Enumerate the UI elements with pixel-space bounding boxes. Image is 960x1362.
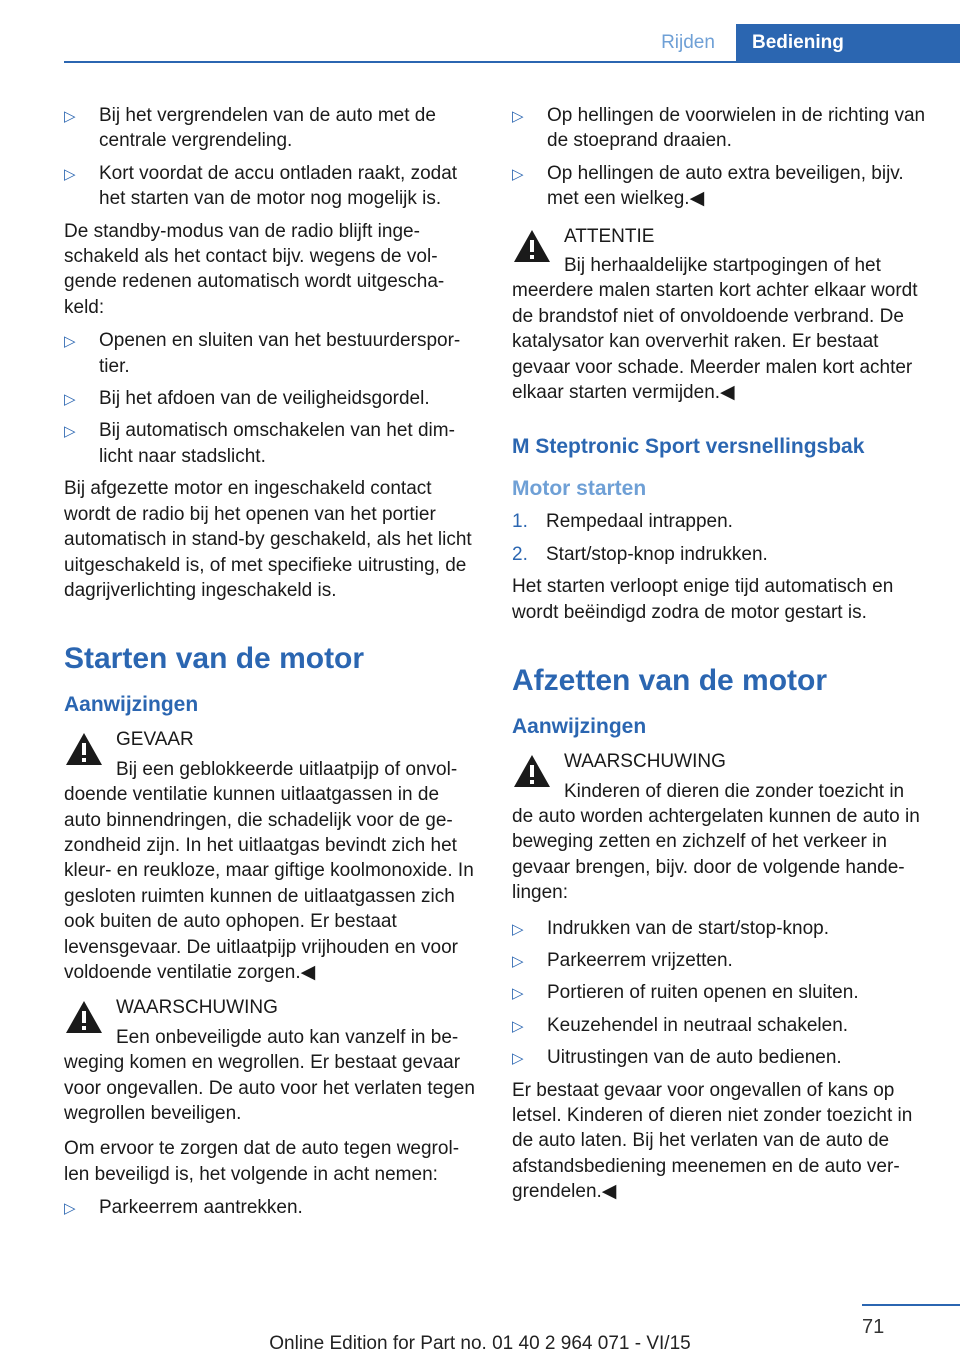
header-tab-rijden[interactable]: Rijden	[661, 31, 715, 53]
warning-text: Een onbeveiligde auto kan vanzelf in beweging komen en wegrollen. Er bestaat gevaar voor ongevallen. De auto voor het verlaten tegen wegrollen beveiligen.	[64, 1026, 475, 1124]
warning-icon	[512, 228, 552, 264]
page-number: 71	[862, 1316, 885, 1338]
section-title: Afzetten van de motor	[512, 664, 828, 698]
list-item: ▷ Kort voordat de accu ontladen raakt, zodat het starten van de motor nog mogelijk is.	[64, 162, 458, 210]
warning-text: Bij herhaaldelijke startpogingen of het meerdere malen starten kort achter elkaar wordt de brandstof niet of onvoldoende verbrand. De katalysator kan oververhit raken. Er bestaat gevaar voor schade. Meerder malen kort achter elkaar starten vermijden.◀	[512, 255, 918, 404]
list-item: 1. Rempedaal intrappen.	[512, 511, 733, 533]
warning-block	[512, 749, 926, 905]
paragraph: Bij afgezette motor en ingeschakeld contact wordt de radio bij het openen van het portier automatisch in stand-by geschakeld, als het licht uitgeschakeld is, of met specifieke uitrusting, de dagrijverlichting ingeschakeld is.	[64, 478, 472, 601]
header-tab-bediening[interactable]: Bediening	[736, 24, 960, 61]
list-item: ▷ Uitrustingen van de auto bedienen.	[512, 1045, 926, 1070]
warning-icon	[512, 753, 552, 789]
list-item: ▷ Op hellingen de auto extra beveiligen, bijv. met een wielkeg.◀	[512, 162, 904, 210]
paragraph: Er bestaat gevaar voor ongevallen of kans op letsel. Kinderen of dieren niet zonder toezicht in de auto laten. Bij het verlaten van de auto de afstandsbediening meenemen en de auto vergrendelen.◀	[512, 1079, 913, 1203]
warning-heading: ATTENTIE	[564, 225, 655, 247]
bullet-triangle-icon: ▷	[64, 333, 76, 351]
list-item: ▷ Bij het afdoen van de veiligheidsgordel.	[64, 386, 478, 411]
page-header	[0, 24, 960, 62]
list-item: ▷ Indrukken van de start/stop-knop.	[512, 916, 926, 941]
section-title: Starten van de motor	[64, 642, 365, 676]
list-item: ▷ Parkeerrem aantrekken.	[64, 1195, 478, 1220]
bullet-triangle-icon: ▷	[512, 108, 524, 125]
paragraph: Het starten verloopt enige tijd automatisch en wordt beëindigd zodra de motor gestart is.	[512, 576, 894, 623]
list-item: ▷ Portieren of ruiten openen en sluiten.	[512, 980, 926, 1005]
warning-heading: WAARSCHUWING	[116, 997, 278, 1019]
bullet-triangle-icon: ▷	[64, 391, 76, 409]
list-item: ▷ Parkeerrem vrijzetten.	[512, 948, 926, 973]
warning-block	[64, 727, 478, 985]
warning-block	[512, 224, 926, 406]
bullet-triangle-icon: ▷	[64, 108, 76, 125]
list-item: ▷ Bij het vergrendelen van de auto met de centrale vergrendeling.	[64, 105, 436, 152]
subsection-title: M Steptronic Sport versnellingsbak	[512, 435, 865, 459]
footer-edition: Online Edition for Part no. 01 40 2 964 071 - VI/15	[269, 1333, 691, 1354]
list-item: ▷ Openen en sluiten van het bestuurdersportier.	[64, 330, 461, 377]
bullet-triangle-icon: ▷	[64, 165, 76, 183]
paragraph: Om ervoor te zorgen dat de auto tegen wegrollen beveiligd is, het volgende in acht nemen:	[64, 1138, 460, 1185]
list-item: ▷ Bij automatisch omschakelen van het dimlicht naar stadslicht.	[64, 420, 455, 467]
warning-heading: GEVAAR	[116, 729, 194, 751]
list-item: 2. Start/stop-knop indrukken.	[512, 543, 768, 565]
warning-text: Kinderen of dieren die zonder toezicht in de auto worden achtergelaten kunnen de auto in beweging zetten en zichzelf of het verkeer in gevaar brengen, bijv. door de volgende handelingen:	[512, 780, 920, 904]
list-item: ▷ Op hellingen de voorwielen in de richting van de stoeprand draaien.	[512, 105, 926, 152]
bullet-triangle-icon: ▷	[64, 1200, 76, 1218]
bullet-triangle-icon: ▷	[512, 1017, 524, 1035]
bullet-triangle-icon: ▷	[512, 1050, 524, 1068]
list-item: ▷ Keuzehendel in neutraal schakelen.	[512, 1013, 926, 1038]
left-column	[64, 103, 478, 1228]
footer-rule	[862, 1304, 960, 1306]
right-column	[512, 103, 926, 1213]
warning-heading: WAARSCHUWING	[564, 751, 726, 773]
warning-text: Bij een geblokkeerde uitlaatpijp of onvoldoende ventilatie kunnen uitlaatgassen in de auto binnendringen, die schadelijk voor de gezondheid zijn. In het uitlaatgas bevindt zich het kleur- en reukloze, maar giftige koolmonoxide. In gesloten ruimten kunnen de uitlaatgassen zich ook buiten de auto ophopen. Er bestaat levensgevaar. De uitlaatpijp vrijhouden en voor voldoende ventilatie zorgen.◀	[64, 758, 474, 983]
bullet-triangle-icon: ▷	[64, 423, 76, 441]
header-rule	[64, 61, 960, 63]
warning-block	[64, 995, 478, 1126]
subsection-title: Aanwijzingen	[512, 715, 647, 739]
bullet-triangle-icon: ▷	[512, 985, 524, 1003]
paragraph: De standby-modus van de radio blijft ingeschakeld als het contact bijv. wegens de volgende redenen automatisch wordt uitgeschakeld:	[64, 220, 445, 318]
warning-icon	[64, 999, 104, 1035]
bullet-triangle-icon: ▷	[512, 165, 524, 183]
subsubsection-title: Motor starten	[512, 477, 647, 501]
bullet-triangle-icon: ▷	[512, 920, 524, 938]
bullet-triangle-icon: ▷	[512, 952, 524, 970]
warning-icon	[64, 731, 104, 767]
subsection-title: Aanwijzingen	[64, 693, 199, 717]
